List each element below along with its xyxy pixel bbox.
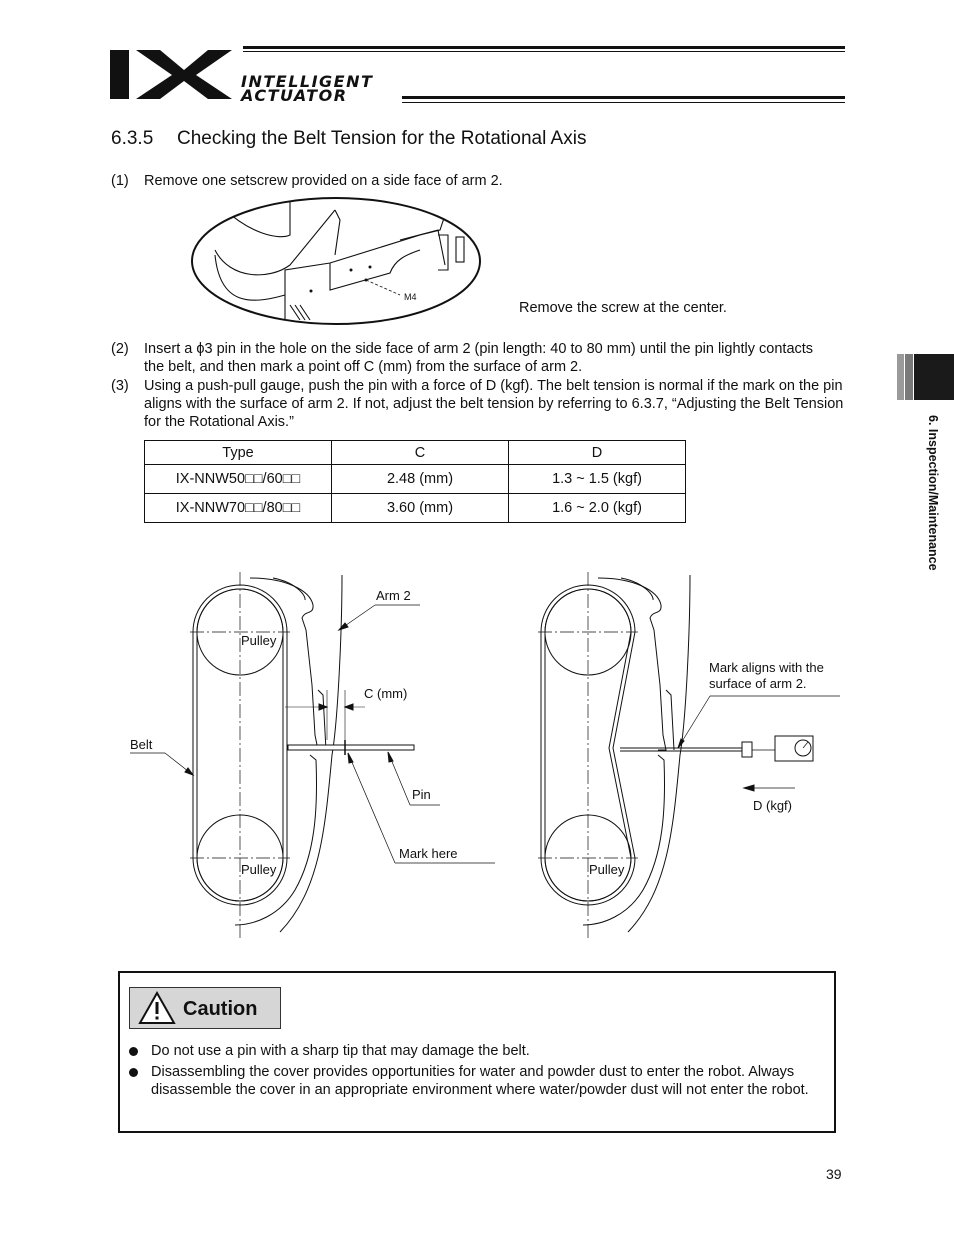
screw-size-label: M4 — [404, 292, 417, 302]
figure1-note: Remove the screw at the center. — [519, 300, 727, 316]
table-header-cell: Type — [145, 441, 332, 465]
chapter-tab-label — [926, 415, 940, 615]
caution-bullet-text: Do not use a pin with a sharp tip that may damage the belt. — [151, 1043, 530, 1059]
table-header-row — [145, 441, 686, 465]
table-row — [145, 494, 686, 523]
logo-ix-mark — [108, 47, 233, 102]
caution-title: Caution — [183, 998, 258, 1020]
chapter-tab-text: 6. Inspection/Maintenance — [926, 415, 940, 571]
step-number: (1) — [111, 173, 129, 189]
page-number: 39 — [826, 1166, 842, 1182]
label-belt: Belt — [130, 737, 153, 752]
header-rule-top — [243, 46, 845, 49]
caution-header — [129, 987, 281, 1029]
section-heading — [111, 128, 586, 150]
label-pulley-bottom-right: Pulley — [589, 862, 625, 877]
table-cell: 1.6 ~ 2.0 (kgf) — [509, 494, 686, 523]
bullet-dot-icon — [129, 1047, 138, 1056]
bullet-dot-icon — [129, 1068, 138, 1077]
header-rule-top-thin — [243, 51, 845, 52]
arm-screw-figure — [190, 195, 490, 330]
table-header-cell: C — [332, 441, 509, 465]
label-d-kgf: D (kgf) — [753, 798, 792, 813]
warning-triangle-icon — [138, 991, 176, 1025]
label-c-mm: C (mm) — [364, 686, 408, 701]
belt-tension-diagram — [120, 570, 860, 945]
step-text: Using a push-pull gauge, push the pin with a force of D (kgf). The belt tension is normal if the mark on the pin aligns with the surface of arm 2. If not, adjust the belt tension by referring to 6.3.7, “Adjusting the Belt Tension for the Rotational Axis.” — [144, 378, 844, 430]
step-number: (2) — [111, 341, 129, 357]
header-rule-bottom — [402, 96, 845, 99]
step-text: Remove one setscrew provided on a side face of arm 2. — [144, 173, 503, 189]
label-pin: Pin — [412, 787, 431, 802]
label-pulley-bottom-left: Pulley — [241, 862, 277, 877]
caution-box — [118, 971, 836, 1133]
table-row — [145, 465, 686, 494]
table-cell: 3.60 (mm) — [332, 494, 509, 523]
label-pulley-top-left: Pulley — [241, 633, 277, 648]
label-mark-aligns-2: surface of arm 2. — [709, 676, 807, 691]
section-number: 6.3.5 — [111, 128, 154, 149]
step-text: Insert a ϕ3 pin in the hole on the side face of arm 2 (pin length: 40 to 80 mm) until the pin lightly contacts the belt, and then mark a point off C (mm) from the surface of arm 2. — [144, 341, 814, 375]
table-cell: 2.48 (mm) — [332, 465, 509, 494]
logo-line-intelligent: INTELLIGENT — [241, 72, 374, 91]
logo-wordmark — [241, 72, 374, 105]
table-cell: 1.3 ~ 1.5 (kgf) — [509, 465, 686, 494]
table-cell: IX-NNW50□□/60□□ — [145, 465, 332, 494]
table-cell: IX-NNW70□□/80□□ — [145, 494, 332, 523]
chapter-tab — [897, 354, 954, 400]
label-mark-here: Mark here — [399, 846, 458, 861]
step-number: (3) — [111, 378, 129, 394]
section-title: Checking the Belt Tension for the Rotational Axis — [177, 128, 587, 149]
label-arm-2: Arm 2 — [376, 588, 411, 603]
header-rule-bottom-thin — [402, 102, 845, 103]
logo-line-actuator: ACTUATOR — [241, 86, 348, 105]
table-header-cell: D — [509, 441, 686, 465]
label-mark-aligns-1: Mark aligns with the — [709, 660, 824, 675]
caution-bullet-text: Disassembling the cover provides opportunities for water and powder dust to enter the robot. Always disassemble the cover in an appropriate environment where water/powder dust will not enter the robot. — [151, 1064, 809, 1098]
belt-tension-table — [144, 440, 686, 523]
